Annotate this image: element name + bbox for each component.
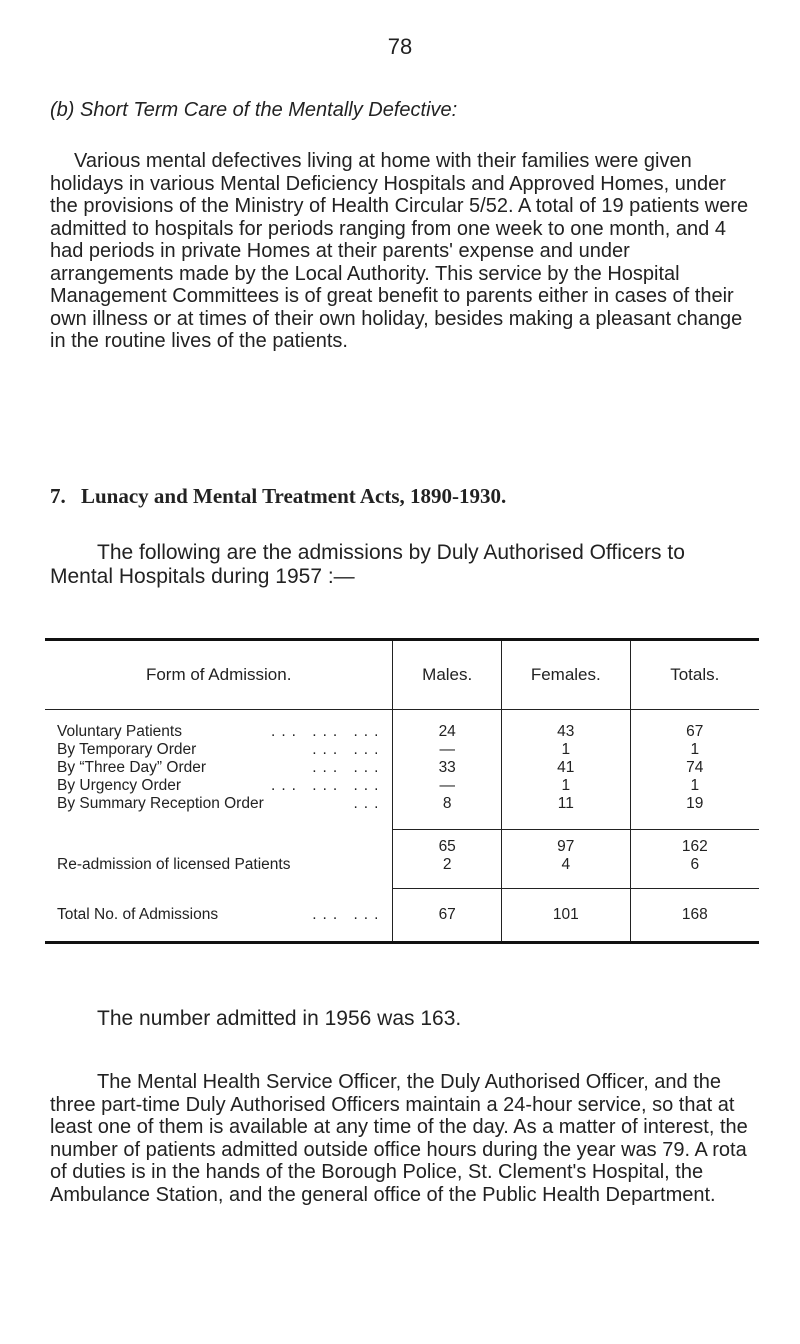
table-row: [45, 741, 392, 759]
subsection-title: Short Term Care of the Mentally Defective:: [80, 99, 458, 121]
section-heading: [50, 484, 506, 509]
table-row: [45, 759, 392, 777]
subtotal-males: 65: [438, 838, 456, 855]
row-label: By Temporary Order: [57, 741, 197, 758]
total-males: 67: [393, 889, 502, 942]
total-females: 101: [501, 889, 630, 942]
cell-totals: 1: [690, 741, 700, 758]
subsection-letter: (b): [50, 99, 75, 121]
header-form: Form of Admission.: [45, 641, 393, 710]
table-row: [45, 795, 392, 813]
leader-dots: ... ...: [312, 741, 385, 758]
cell-females: 43: [557, 723, 575, 740]
note-1956: The number admitted in 1956 was 163.: [97, 1007, 462, 1030]
page-number: 78: [387, 34, 413, 59]
admissions-table: [45, 638, 759, 944]
readmission-males: 2: [442, 856, 452, 873]
table-row: [45, 777, 392, 795]
intro-paragraph: The following are the admissions by Duly Authorised Officers to Mental Hospitals during 1957 :—: [50, 541, 685, 588]
header-males: Males.: [393, 641, 502, 710]
section-title: Lunacy and Mental Treatment Acts, 1890-1930.: [81, 484, 507, 508]
cell-males: —: [439, 741, 455, 758]
subsection-heading: [50, 99, 457, 122]
readmission-totals: 6: [690, 856, 700, 873]
cell-females: 1: [561, 777, 571, 794]
table-row: [45, 856, 392, 874]
subtotal-females: 97: [557, 838, 575, 855]
cell-totals: 19: [686, 795, 704, 812]
header-females: Females.: [501, 641, 630, 710]
table-row-group-subtotal: [45, 830, 759, 889]
table-row-total: [45, 889, 759, 942]
subtotal-totals: 162: [681, 838, 708, 855]
cell-females: 1: [561, 741, 571, 758]
leader-dots: ... ... ...: [271, 723, 385, 740]
row-label: By Summary Reception Order: [57, 795, 264, 812]
leader-dots: ... ... ...: [271, 777, 385, 794]
row-label: Re-admission of licensed Patients: [57, 855, 291, 873]
cell-totals: 1: [690, 777, 700, 794]
cell-males: —: [439, 777, 455, 794]
row-label: By Urgency Order: [57, 777, 182, 794]
cell-totals: 67: [686, 723, 704, 740]
cell-males: 8: [442, 795, 452, 812]
cell-males: 24: [438, 723, 456, 740]
table-header-row: [45, 641, 759, 710]
header-totals: Totals.: [630, 641, 759, 710]
cell-totals: 74: [686, 759, 704, 776]
paragraph-duly-authorised-officers: The Mental Health Service Officer, the Duly Authorised Officer, and the three part-time Duly Authorised Officers maintain a 24-hour service, so that at least one of them is available at any time of the day. As a matter of interest, the number of patients admitted outside office hours during the year was 79. A rota of duties is in the hands of the Borough Police, St. Clement's Hospital, the Ambulance Station, and the general office of the Public Health Department.: [50, 1071, 748, 1206]
cell-males: 33: [438, 759, 456, 776]
section-number: 7.: [50, 484, 66, 508]
row-label: Voluntary Patients: [57, 723, 182, 740]
total-label: Total No. of Admissions: [57, 905, 219, 923]
leader-dots: ... ...: [312, 759, 385, 776]
readmission-females: 4: [561, 856, 571, 873]
paragraph-short-term-care: Various mental defectives living at home with their families were given holidays in various Mental Deficiency Hospitals and Approved Homes, under the provisions of the Ministry of Health Circular 5/52. A total of 19 patients were admitted to hospitals for periods ranging from one week to one month, and 4 had periods in private Homes at their parents' expense and under arrangements made by the Local Authority. This service by the Hospital Management Committees is of great benefit to parents either in cases of their own illness or at times of their own holiday, besides making a pleasant change in the routine lives of the patients.: [50, 150, 749, 352]
table-bottom-rule: [45, 941, 759, 944]
cell-females: 41: [557, 759, 575, 776]
leader-dots: ...: [353, 795, 385, 812]
leader-dots: ... ...: [312, 905, 385, 923]
table-row-group: [45, 710, 759, 830]
row-label: By “Three Day” Order: [57, 759, 207, 776]
total-totals: 168: [630, 889, 759, 942]
table-row: [45, 723, 392, 741]
cell-females: 11: [557, 795, 574, 812]
